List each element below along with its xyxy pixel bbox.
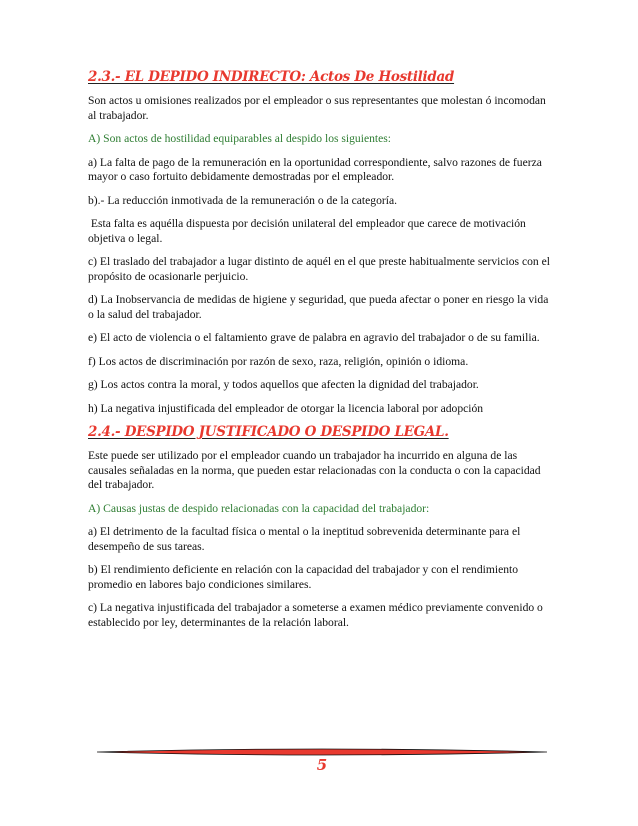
list-item: b).- La reducción inmotivada de la remuneración o de la categoría. xyxy=(88,193,398,207)
list-item: a) El detrimento de la facultad física o mental o la ineptitud sobrevenida determinante para el desempeño de sus tareas. xyxy=(88,525,521,553)
section-intro: Este puede ser utilizado por el empleador cuando un trabajador ha incurrido en alguna de las causales señaladas en la norma, que pueden estar relacionadas con la conducta o con la capacidad del trabajador. xyxy=(88,449,541,491)
list-item: c) El traslado del trabajador a lugar distinto de aquél en el que preste habitualmente servicios con el propósito de ocasionarle perjuicio. xyxy=(88,255,550,283)
list-item: g) Los actos contra la moral, y todos aquellos que afecten la dignidad del trabajador. xyxy=(88,378,479,391)
list-item: c) La negativa injustificada del trabajador a someterse a examen médico previamente convenido o establecido por ley, determinantes de la relación laboral. xyxy=(88,601,543,629)
section-subheading: A) Causas justas de despido relacionadas con la capacidad del trabajador: xyxy=(88,501,430,515)
list-item: b) El rendimiento deficiente en relación con la capacidad del trabajador y con el rendimiento promedio en labores bajo condiciones similares. xyxy=(88,563,519,591)
page-content xyxy=(88,70,554,639)
list-item: f) Los actos de discriminación por razón de sexo, raza, religión, opinión o idioma. xyxy=(88,354,469,368)
section-heading-2-3: 2.3.- EL DEPIDO INDIRECTO: Actos De Hostilidad xyxy=(88,69,455,85)
list-item: h) La negativa injustificada del empleador de otorgar la licencia laboral por adopción xyxy=(88,401,484,415)
footer-divider-shape xyxy=(97,749,547,755)
page-number: 5 xyxy=(316,756,328,774)
list-item: a) La falta de pago de la remuneración en la oportunidad correspondiente, salvo razones de fuerza mayor o caso fortuito debidamente demostradas por el empleador. xyxy=(88,155,542,183)
section-heading-2-4: 2.4.- DESPIDO JUSTIFICADO O DESPIDO LEGAL. xyxy=(88,424,449,440)
section-subheading: A) Son actos de hostilidad equiparables al despido los siguientes: xyxy=(88,132,391,145)
list-item: Esta falta es aquélla dispuesta por decisión unilateral del empleador que carece de motivación objetiva o legal. xyxy=(88,217,529,245)
list-item: e) El acto de violencia o el faltamiento grave de palabra en agravio del trabajador o de su familia. xyxy=(88,331,540,344)
list-item: d) La Inobservancia de medidas de higiene y seguridad, que pueda afectar o poner en riesgo la vida o la salud del trabajador. xyxy=(88,293,549,321)
section-intro: Son actos u omisiones realizados por el empleador o sus representantes que molestan ó incomodan al trabajador. xyxy=(88,94,546,122)
